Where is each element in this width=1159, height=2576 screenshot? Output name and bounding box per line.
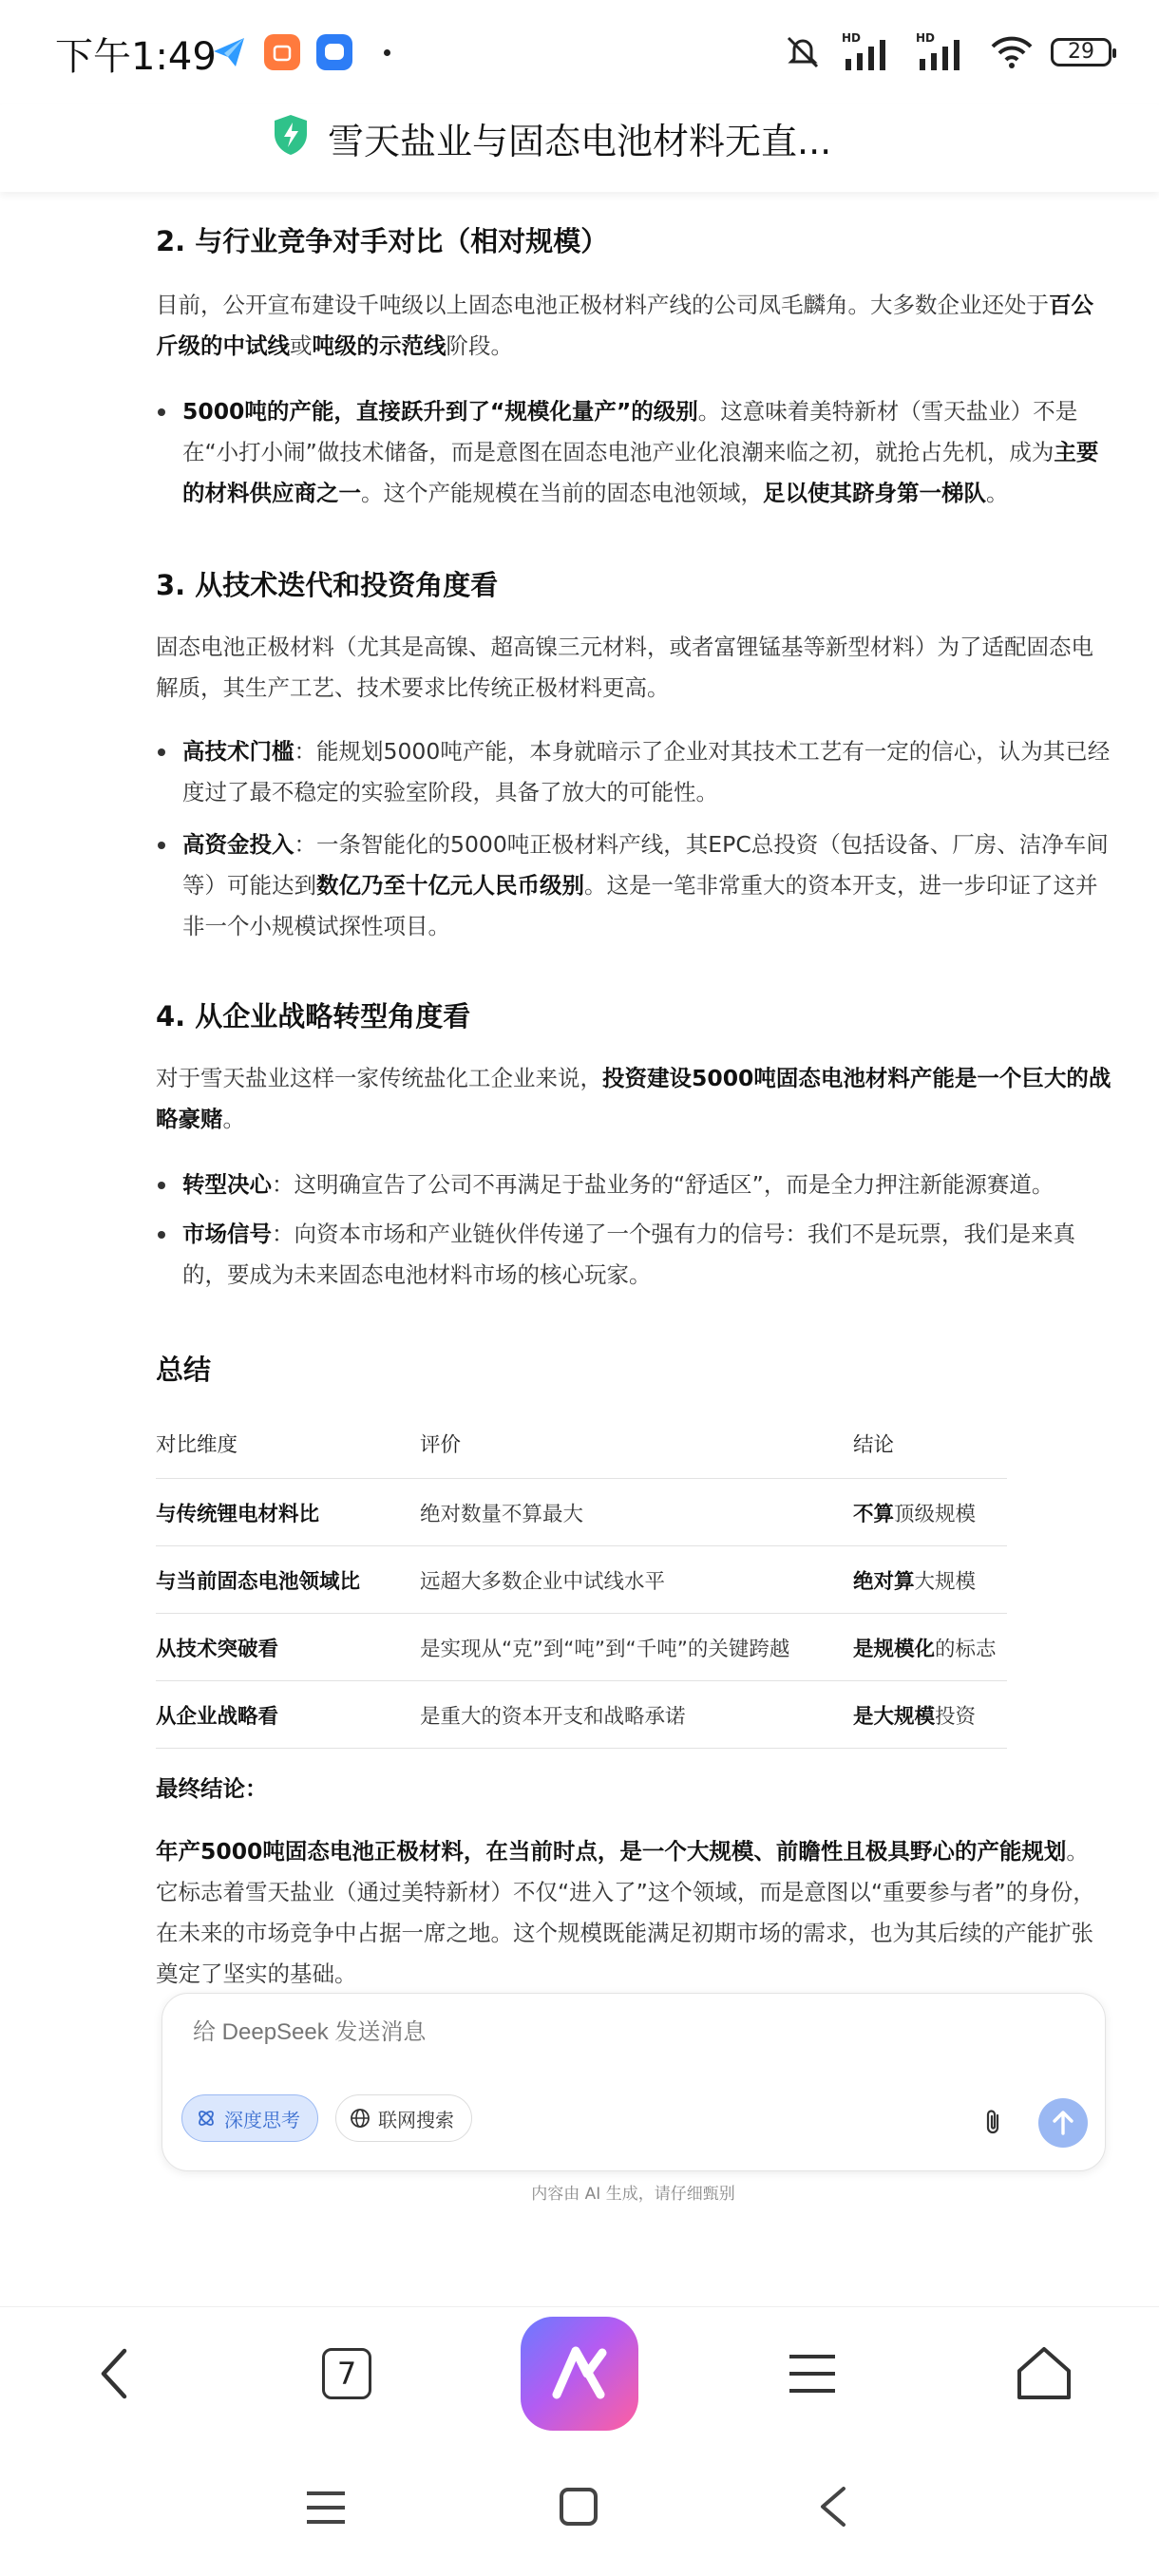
- table-cell: 与当前固态电池领域比: [156, 1546, 420, 1614]
- system-nav-bar: [0, 2439, 1159, 2576]
- svg-text:HD: HD: [916, 31, 936, 45]
- table-cell: 与传统锂电材料比: [156, 1479, 420, 1546]
- list-item: 高资金投入：一条智能化的5000吨正极材料产线，其EPC总投资（包括设备、厂房、洁净车间等）可能达到数亿乃至十亿元人民币级别。这是一笔非常重大的资本开支，进一步印证了这并非一个小规模试探性项目。: [156, 824, 1113, 947]
- list-item: 5000吨的产能，直接跃升到了“规模化量产”的级别。这意味着美特新材（雪天盐业）不是在“小打小闹”做技术储备，而是意图在固态电池产业化浪潮来临之初，就抢占先机，成为主要的材料供应商之一。这个产能规模在当前的固态电池领域，足以使其跻身第一梯队。: [156, 391, 1113, 514]
- tabs-button[interactable]: [304, 2336, 390, 2412]
- section-heading: 4. 从企业战略转型角度看: [156, 1000, 471, 1032]
- globe-icon: [350, 2108, 370, 2129]
- list-item: 转型决心：这明确宣告了公司不再满足于盐业务的“舒适区”，而是全力押注新能源赛道。: [156, 1165, 1113, 1205]
- table-cell: 绝对算大规模: [853, 1546, 1007, 1614]
- web-search-label: 联网搜索: [378, 2108, 454, 2131]
- section-heading: 2. 与行业竞争对手对比（相对规模）: [156, 225, 609, 257]
- notification-dot-icon: [384, 49, 390, 56]
- signal-hd-icon-1: [842, 30, 899, 74]
- attachment-icon[interactable]: [981, 2108, 1006, 2136]
- system-icons: [781, 28, 1112, 76]
- home-icon: [1014, 2344, 1074, 2403]
- column-header: 评价: [420, 1408, 853, 1479]
- message-composer: [162, 1993, 1106, 2171]
- ai-disclaimer: 内容由 AI 生成，请仔细甄别: [531, 2185, 735, 2204]
- column-header: 对比维度: [156, 1408, 420, 1479]
- final-conclusion-label: 最终结论：: [156, 1775, 268, 1802]
- menu-button[interactable]: [770, 2336, 855, 2412]
- chevron-left-icon: [96, 2345, 134, 2402]
- table-cell: 是实现从“克”到“吨”到“千吨”的关键跨越: [420, 1614, 853, 1681]
- final-conclusion-text: 年产5000吨固态电池正极材料，在当前时点，是一个大规模、前瞻性且极具野心的产能规划。 它标志着雪天盐业（通过美特新材）不仅“进入了”这个领域，而是意图以“重要参与者”的身份，在未来的市场竞争中占据一席之地。这个规模既能满足初期市场的需求，也为其后续的产能扩张奠定了坚实的基础。: [156, 1838, 1095, 1987]
- section-heading: 3. 从技术迭代和投资角度看: [156, 569, 499, 601]
- table-cell: 远超大多数企业中试线水平: [420, 1546, 853, 1614]
- page-title-bar: [0, 104, 1159, 192]
- mute-icon: [781, 30, 825, 74]
- paragraph: 对于雪天盐业这样一家传统盐化工企业来说，投资建设5000吨固态电池材料产能是一个巨大的战略豪赌。: [156, 1065, 1112, 1132]
- back-triangle-icon[interactable]: [815, 2485, 849, 2529]
- table-cell: 从企业战略看: [156, 1681, 420, 1749]
- status-bar: [0, 0, 1159, 104]
- secure-shield-icon: [272, 113, 310, 157]
- table-row: [156, 1614, 1007, 1681]
- svg-text:HD: HD: [842, 31, 862, 45]
- table-row: [156, 1681, 1007, 1749]
- home-button[interactable]: [1001, 2336, 1087, 2412]
- signal-hd-icon-2: [916, 30, 973, 74]
- back-button[interactable]: [72, 2336, 158, 2412]
- page-title: 雪天盐业与固态电池材料无直...: [328, 121, 832, 162]
- table-cell: 是大规模投资: [853, 1681, 1007, 1749]
- table-row: [156, 1546, 1007, 1614]
- table-header-row: [156, 1408, 1007, 1479]
- deep-think-toggle[interactable]: [181, 2094, 318, 2142]
- table-row: [156, 1479, 1007, 1546]
- deep-think-label: 深度思考: [224, 2108, 300, 2131]
- table-cell: 是规模化的标志: [853, 1614, 1007, 1681]
- battery-indicator: 29: [1051, 38, 1112, 66]
- status-time: 下午1:49: [55, 35, 217, 79]
- wifi-icon: [990, 33, 1034, 71]
- ai-logo-icon: [521, 2317, 638, 2431]
- section-heading: 总结: [156, 1354, 212, 1386]
- table-cell: 是重大的资本开支和战略承诺: [420, 1681, 853, 1749]
- tab-count: 7: [322, 2348, 371, 2399]
- table-cell: 绝对数量不算最大: [420, 1479, 853, 1546]
- table-cell: 不算顶级规模: [853, 1479, 1007, 1546]
- send-button[interactable]: [1038, 2098, 1088, 2148]
- column-header: 结论: [853, 1408, 1007, 1479]
- recents-icon[interactable]: [304, 2489, 348, 2527]
- browser-ai-app-icon[interactable]: [521, 2317, 638, 2431]
- hamburger-icon: [786, 2350, 839, 2397]
- paper-plane-app-icon: [211, 34, 247, 70]
- arrow-up-icon: [1038, 2098, 1088, 2148]
- table-cell: 从技术突破看: [156, 1614, 420, 1681]
- paragraph: 目前，公开宣布建设千吨级以上固态电池正极材料产线的公司凤毛麟角。大多数企业还处于百公斤级的中试线或吨级的示范线阶段。: [156, 292, 1093, 359]
- atom-icon: [196, 2108, 217, 2129]
- paragraph: 固态电池正极材料（尤其是高镍、超高镍三元材料，或者富锂锰基等新型材料）为了适配固态电解质，其生产工艺、技术要求比传统正极材料更高。: [156, 634, 1093, 701]
- web-search-toggle[interactable]: [335, 2094, 472, 2142]
- list-item: 高技术门槛：能规划5000吨产能，本身就暗示了企业对其技术工艺有一定的信心，认为其已经度过了最不稳定的实验室阶段，具备了放大的可能性。: [156, 731, 1113, 813]
- summary-table: [156, 1408, 1007, 1749]
- chat-app-icon: [316, 34, 352, 70]
- home-square-icon[interactable]: [559, 2487, 598, 2527]
- message-input[interactable]: [191, 2018, 1050, 2047]
- shop-app-icon: [264, 34, 300, 70]
- chat-content[interactable]: [0, 192, 1159, 1997]
- browser-nav-bar: [0, 2306, 1159, 2440]
- list-item: 市场信号：向资本市场和产业链伙伴传递了一个强有力的信号：我们不是玩票，我们是来真的，要成为未来固态电池材料市场的核心玩家。: [156, 1214, 1113, 1296]
